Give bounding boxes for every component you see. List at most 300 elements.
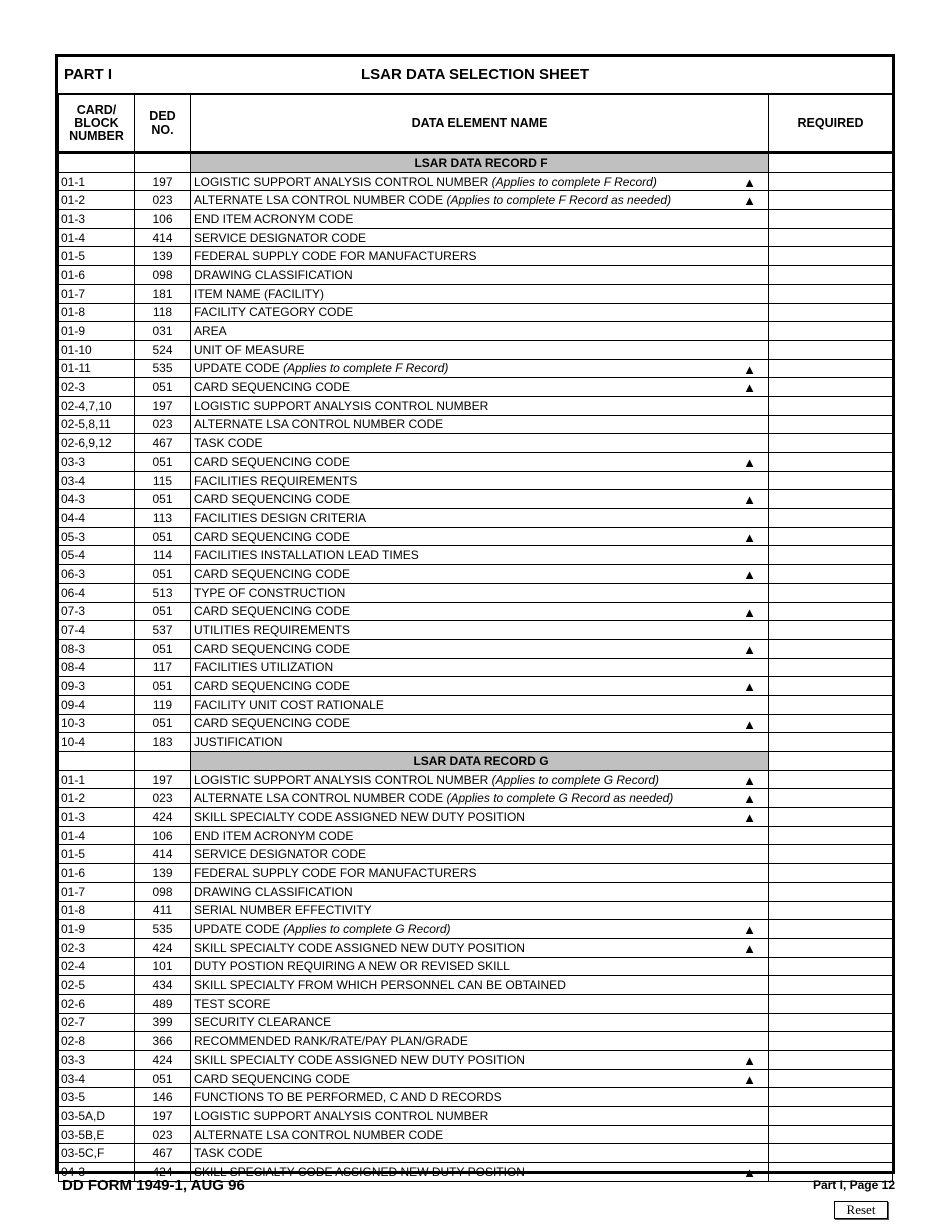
table-row <box>59 546 893 565</box>
ded-number: 098 <box>135 882 191 901</box>
ded-number: 434 <box>135 976 191 995</box>
card-block-number: 07-4 <box>59 621 135 640</box>
data-element-cell <box>191 228 769 247</box>
ded-number: 051 <box>135 1069 191 1088</box>
data-element-cell <box>191 695 769 714</box>
required-cell[interactable] <box>769 434 893 453</box>
table-row <box>59 1032 893 1051</box>
table-row <box>59 845 893 864</box>
required-cell[interactable] <box>769 266 893 285</box>
required-cell[interactable] <box>769 1107 893 1126</box>
required-triangle-icon: ▲ <box>743 380 756 396</box>
data-element-name: SKILL SPECIALTY CODE ASSIGNED NEW DUTY POSITION <box>194 809 525 824</box>
ded-number: 023 <box>135 415 191 434</box>
data-element-name: SKILL SPECIALTY CODE ASSIGNED NEW DUTY POSITION <box>194 1164 525 1179</box>
table-row <box>59 266 893 285</box>
data-element-cell <box>191 808 769 827</box>
required-cell[interactable] <box>769 1088 893 1107</box>
ded-cell <box>135 153 191 173</box>
required-cell[interactable] <box>769 546 893 565</box>
ded-number: 414 <box>135 228 191 247</box>
required-triangle-icon: ▲ <box>743 174 756 190</box>
card-block-number: 03-5 <box>59 1088 135 1107</box>
data-element-cell <box>191 1144 769 1163</box>
table-row <box>59 583 893 602</box>
data-element-name: SKILL SPECIALTY FROM WHICH PERSONNEL CAN BE OBTAINED <box>194 978 566 993</box>
ded-number: 113 <box>135 509 191 528</box>
data-element-name: UPDATE CODE <box>194 922 280 937</box>
data-selection-table <box>58 94 893 1182</box>
data-element-name: DRAWING CLASSIFICATION <box>194 267 353 282</box>
required-cell[interactable] <box>769 1013 893 1032</box>
ded-number: 489 <box>135 994 191 1013</box>
ded-number: 424 <box>135 1051 191 1070</box>
card-block-number: 03-4 <box>59 1069 135 1088</box>
data-element-name: ALTERNATE LSA CONTROL NUMBER CODE <box>194 1127 444 1142</box>
table-row <box>59 396 893 415</box>
data-element-cell <box>191 434 769 453</box>
required-cell[interactable] <box>769 826 893 845</box>
required-cell[interactable] <box>769 228 893 247</box>
data-element-note: (Applies to complete G Record) <box>283 922 451 937</box>
col-card-block: CARD/ BLOCK NUMBER <box>59 95 135 153</box>
ded-number: 181 <box>135 284 191 303</box>
ded-number: 119 <box>135 695 191 714</box>
card-block-number: 01-11 <box>59 359 135 378</box>
ded-number: 197 <box>135 1107 191 1126</box>
form-header <box>58 57 892 94</box>
table-row <box>59 826 893 845</box>
ded-number: 424 <box>135 808 191 827</box>
data-element-cell <box>191 266 769 285</box>
page-number: Part I, Page 12 <box>812 1178 895 1192</box>
data-element-name: UPDATE CODE <box>194 361 280 376</box>
required-cell[interactable] <box>769 864 893 883</box>
required-triangle-icon: ▲ <box>743 1053 756 1068</box>
data-element-name: CARD SEQUENCING CODE <box>194 679 351 694</box>
table-row <box>59 359 893 378</box>
data-element-name: END ITEM ACRONYM CODE <box>194 211 354 226</box>
table-row <box>59 1051 893 1070</box>
data-element-name: DRAWING CLASSIFICATION <box>194 884 353 899</box>
data-element-cell <box>191 826 769 845</box>
required-cell[interactable] <box>769 1069 893 1088</box>
data-element-name: TEST SCORE <box>194 996 271 1011</box>
table-row <box>59 901 893 920</box>
card-block-number: 01-9 <box>59 322 135 341</box>
required-triangle-icon: ▲ <box>743 716 756 732</box>
data-element-name: FACILITIES UTILIZATION <box>194 660 334 675</box>
required-cell[interactable] <box>769 340 893 359</box>
ded-number: 366 <box>135 1032 191 1051</box>
data-element-name: TYPE OF CONSTRUCTION <box>194 585 346 600</box>
data-element-name: FACILITY UNIT COST RATIONALE <box>194 697 384 712</box>
required-cell[interactable] <box>769 359 893 378</box>
ded-number: 467 <box>135 434 191 453</box>
ded-number: 115 <box>135 471 191 490</box>
card-block-number: 03-5B,E <box>59 1125 135 1144</box>
required-cell[interactable] <box>769 415 893 434</box>
table-row <box>59 677 893 696</box>
required-cell[interactable] <box>769 920 893 939</box>
data-element-cell <box>191 1107 769 1126</box>
data-element-cell <box>191 770 769 789</box>
data-element-name: CARD SEQUENCING CODE <box>194 604 351 619</box>
required-cell[interactable] <box>769 901 893 920</box>
card-block-number: 02-3 <box>59 378 135 397</box>
card-block-number: 04-3 <box>59 490 135 509</box>
data-element-cell <box>191 845 769 864</box>
table-row <box>59 453 893 472</box>
data-element-name: SKILL SPECIALTY CODE ASSIGNED NEW DUTY POSITION <box>194 940 525 955</box>
required-cell[interactable] <box>769 583 893 602</box>
data-element-cell <box>191 901 769 920</box>
data-element-name: CARD SEQUENCING CODE <box>194 716 351 731</box>
data-element-cell <box>191 1013 769 1032</box>
table-row <box>59 621 893 640</box>
required-cell[interactable] <box>769 1051 893 1070</box>
card-cell <box>59 752 135 771</box>
data-element-cell <box>191 602 769 621</box>
data-element-name: DUTY POSTION REQUIRING A NEW OR REVISED SKILL <box>194 959 510 974</box>
data-element-name: ITEM NAME (FACILITY) <box>194 286 325 301</box>
required-cell[interactable] <box>769 1032 893 1051</box>
form-id: DD FORM 1949-1, AUG 96 <box>62 1177 245 1194</box>
required-cell[interactable] <box>769 527 893 546</box>
card-block-number: 09-4 <box>59 695 135 714</box>
data-element-name: SECURITY CLEARANCE <box>194 1015 332 1030</box>
table-row <box>59 565 893 584</box>
ded-number: 524 <box>135 340 191 359</box>
card-cell <box>59 153 135 173</box>
data-element-cell <box>191 284 769 303</box>
table-row <box>59 378 893 397</box>
data-element-cell <box>191 303 769 322</box>
card-block-number: 05-4 <box>59 546 135 565</box>
data-element-name: ALTERNATE LSA CONTROL NUMBER CODE <box>194 791 444 806</box>
table-row <box>59 172 893 191</box>
required-cell[interactable] <box>769 714 893 733</box>
required-cell[interactable] <box>769 845 893 864</box>
data-element-note: (Applies to complete F Record as needed) <box>446 193 672 208</box>
required-triangle-icon: ▲ <box>743 772 756 788</box>
data-element-cell <box>191 1163 769 1182</box>
required-triangle-icon: ▲ <box>743 529 756 545</box>
data-element-cell <box>191 920 769 939</box>
ded-number: 051 <box>135 677 191 696</box>
required-cell[interactable] <box>769 621 893 640</box>
data-element-cell <box>191 976 769 995</box>
data-element-cell <box>191 658 769 677</box>
ded-number: 513 <box>135 583 191 602</box>
data-element-name: FACILITIES REQUIREMENTS <box>194 473 358 488</box>
required-cell[interactable] <box>769 396 893 415</box>
table-row <box>59 714 893 733</box>
card-block-number: 01-8 <box>59 901 135 920</box>
data-element-name: FACILITIES INSTALLATION LEAD TIMES <box>194 548 419 563</box>
data-element-cell <box>191 1032 769 1051</box>
data-element-cell <box>191 639 769 658</box>
table-row <box>59 210 893 229</box>
card-block-number: 02-4,7,10 <box>59 396 135 415</box>
data-element-cell <box>191 1069 769 1088</box>
data-element-name: END ITEM ACRONYM CODE <box>194 828 354 843</box>
part-label: PART I <box>64 66 113 83</box>
table-row <box>59 695 893 714</box>
data-element-cell <box>191 546 769 565</box>
table-row <box>59 733 893 752</box>
card-block-number: 08-4 <box>59 658 135 677</box>
table-row <box>59 1107 893 1126</box>
data-element-cell <box>191 864 769 883</box>
table-row <box>59 471 893 490</box>
data-element-cell <box>191 191 769 210</box>
ded-number: 414 <box>135 845 191 864</box>
table-row <box>59 808 893 827</box>
table-row <box>59 415 893 434</box>
col-required: REQUIRED <box>769 95 893 153</box>
table-row <box>59 994 893 1013</box>
card-block-number: 01-6 <box>59 266 135 285</box>
table-row <box>59 284 893 303</box>
data-element-cell <box>191 789 769 808</box>
required-cell[interactable] <box>769 303 893 322</box>
card-block-number: 10-4 <box>59 733 135 752</box>
card-block-number: 10-3 <box>59 714 135 733</box>
card-block-number: 01-2 <box>59 789 135 808</box>
required-cell[interactable] <box>769 808 893 827</box>
ded-number: 146 <box>135 1088 191 1107</box>
ded-number: 051 <box>135 602 191 621</box>
required-cell[interactable] <box>769 322 893 341</box>
data-element-name: SKILL SPECIALTY CODE ASSIGNED NEW DUTY POSITION <box>194 1052 525 1067</box>
ded-number: 537 <box>135 621 191 640</box>
data-element-cell <box>191 453 769 472</box>
col-data-element-name: DATA ELEMENT NAME <box>191 95 769 153</box>
ded-number: 051 <box>135 639 191 658</box>
required-triangle-icon: ▲ <box>743 679 756 695</box>
ded-number: 098 <box>135 266 191 285</box>
card-block-number: 01-4 <box>59 826 135 845</box>
data-element-name: FEDERAL SUPPLY CODE FOR MANUFACTURERS <box>194 249 477 264</box>
required-cell[interactable] <box>769 471 893 490</box>
ded-number: 535 <box>135 920 191 939</box>
ded-number: 139 <box>135 247 191 266</box>
required-cell[interactable] <box>769 602 893 621</box>
table-row <box>59 1125 893 1144</box>
ded-number: 023 <box>135 191 191 210</box>
data-element-name: LOGISTIC SUPPORT ANALYSIS CONTROL NUMBER <box>194 772 489 787</box>
required-cell[interactable] <box>769 957 893 976</box>
table-row <box>59 770 893 789</box>
required-cell[interactable] <box>769 490 893 509</box>
required-triangle-icon: ▲ <box>743 810 756 826</box>
data-element-note: (Applies to complete G Record as needed) <box>446 791 674 806</box>
card-block-number: 03-3 <box>59 1051 135 1070</box>
data-element-cell <box>191 677 769 696</box>
data-element-cell <box>191 565 769 584</box>
data-element-name: FUNCTIONS TO BE PERFORMED, C AND D RECORDS <box>194 1090 502 1105</box>
card-block-number: 03-3 <box>59 453 135 472</box>
required-cell[interactable] <box>769 172 893 191</box>
card-block-number: 04-3 <box>59 1163 135 1182</box>
card-block-number: 09-3 <box>59 677 135 696</box>
data-element-note: (Applies to complete F Record) <box>491 174 657 189</box>
required-cell[interactable] <box>769 153 893 173</box>
ded-number: 023 <box>135 789 191 808</box>
table-row <box>59 1069 893 1088</box>
card-block-number: 03-5C,F <box>59 1144 135 1163</box>
ded-number: 051 <box>135 714 191 733</box>
ded-number: 197 <box>135 172 191 191</box>
required-cell[interactable] <box>769 882 893 901</box>
required-cell[interactable] <box>769 565 893 584</box>
required-cell[interactable] <box>769 378 893 397</box>
table-row <box>59 247 893 266</box>
table-row <box>59 191 893 210</box>
table-row <box>59 938 893 957</box>
data-element-cell <box>191 1125 769 1144</box>
data-element-name: ALTERNATE LSA CONTROL NUMBER CODE <box>194 417 444 432</box>
data-element-name: LOGISTIC SUPPORT ANALYSIS CONTROL NUMBER <box>194 398 489 413</box>
data-element-cell <box>191 994 769 1013</box>
required-cell[interactable] <box>769 1144 893 1163</box>
table-row <box>59 434 893 453</box>
required-cell[interactable] <box>769 509 893 528</box>
ded-number: 424 <box>135 938 191 957</box>
required-cell[interactable] <box>769 789 893 808</box>
data-element-cell <box>191 172 769 191</box>
ded-number: 106 <box>135 210 191 229</box>
required-cell[interactable] <box>769 1125 893 1144</box>
card-block-number: 01-4 <box>59 228 135 247</box>
ded-number: 051 <box>135 378 191 397</box>
data-element-name: CARD SEQUENCING CODE <box>194 492 351 507</box>
required-cell[interactable] <box>769 639 893 658</box>
required-triangle-icon: ▲ <box>743 940 756 956</box>
data-element-name: SERVICE DESIGNATOR CODE <box>194 230 367 245</box>
data-element-cell <box>191 396 769 415</box>
data-element-cell <box>191 957 769 976</box>
ded-number: 051 <box>135 490 191 509</box>
ded-cell <box>135 752 191 771</box>
table-row <box>59 789 893 808</box>
required-triangle-icon: ▲ <box>743 641 756 657</box>
ded-number: 023 <box>135 1125 191 1144</box>
data-element-cell <box>191 247 769 266</box>
required-triangle-icon: ▲ <box>743 604 756 620</box>
data-element-name: FACILITIES DESIGN CRITERIA <box>194 510 367 525</box>
reset-button[interactable]: Reset <box>834 1201 888 1219</box>
required-cell[interactable] <box>769 658 893 677</box>
ded-number: 114 <box>135 546 191 565</box>
col-ded: DED NO. <box>135 95 191 153</box>
required-triangle-icon: ▲ <box>743 455 756 470</box>
required-cell[interactable] <box>769 938 893 957</box>
required-cell[interactable] <box>769 733 893 752</box>
required-triangle-icon: ▲ <box>743 567 756 583</box>
data-element-name: FACILITY CATEGORY CODE <box>194 305 354 320</box>
table-row <box>59 957 893 976</box>
section-header-row <box>59 752 893 771</box>
data-element-name: JUSTIFICATION <box>194 735 283 750</box>
ded-number: 197 <box>135 396 191 415</box>
card-block-number: 02-7 <box>59 1013 135 1032</box>
table-row <box>59 639 893 658</box>
card-block-number: 01-6 <box>59 864 135 883</box>
data-element-name: CARD SEQUENCING CODE <box>194 454 351 469</box>
card-block-number: 01-3 <box>59 210 135 229</box>
data-element-name: CARD SEQUENCING CODE <box>194 641 351 656</box>
required-cell[interactable] <box>769 247 893 266</box>
required-cell[interactable] <box>769 770 893 789</box>
required-cell[interactable] <box>769 210 893 229</box>
card-block-number: 02-5,8,11 <box>59 415 135 434</box>
ded-number: 139 <box>135 864 191 883</box>
required-cell[interactable] <box>769 284 893 303</box>
ded-number: 051 <box>135 453 191 472</box>
form-title: LSAR DATA SELECTION SHEET <box>360 66 590 83</box>
card-block-number: 08-3 <box>59 639 135 658</box>
required-cell[interactable] <box>769 994 893 1013</box>
lsar-form <box>55 54 895 1181</box>
card-block-number: 06-3 <box>59 565 135 584</box>
card-block-number: 01-2 <box>59 191 135 210</box>
ded-number: 411 <box>135 901 191 920</box>
table-row <box>59 864 893 883</box>
card-block-number: 03-4 <box>59 471 135 490</box>
required-cell[interactable] <box>769 677 893 696</box>
data-element-name: LOGISTIC SUPPORT ANALYSIS CONTROL NUMBER <box>194 174 489 189</box>
ded-number: 051 <box>135 527 191 546</box>
table-row <box>59 1144 893 1163</box>
required-cell[interactable] <box>769 191 893 210</box>
table-row <box>59 527 893 546</box>
ded-number: 535 <box>135 359 191 378</box>
required-cell[interactable] <box>769 976 893 995</box>
ded-number: 117 <box>135 658 191 677</box>
table-row <box>59 303 893 322</box>
required-triangle-icon: ▲ <box>743 492 756 508</box>
required-cell[interactable] <box>769 752 893 771</box>
data-element-cell <box>191 882 769 901</box>
data-element-name: TASK CODE <box>194 436 263 451</box>
data-element-cell <box>191 322 769 341</box>
table-row <box>59 976 893 995</box>
ded-number: 106 <box>135 826 191 845</box>
required-triangle-icon: ▲ <box>743 922 756 938</box>
card-block-number: 02-6,9,12 <box>59 434 135 453</box>
data-element-name: LOGISTIC SUPPORT ANALYSIS CONTROL NUMBER <box>194 1108 489 1123</box>
data-element-cell <box>191 471 769 490</box>
card-block-number: 01-7 <box>59 284 135 303</box>
data-element-cell <box>191 733 769 752</box>
data-element-cell <box>191 509 769 528</box>
required-cell[interactable] <box>769 453 893 472</box>
required-triangle-icon: ▲ <box>743 361 756 377</box>
data-element-note: (Applies to complete G Record) <box>491 772 660 787</box>
required-cell[interactable] <box>769 695 893 714</box>
ded-number: 467 <box>135 1144 191 1163</box>
data-element-name: UTILITIES REQUIREMENTS <box>194 623 351 638</box>
card-block-number: 01-5 <box>59 247 135 266</box>
data-element-cell <box>191 415 769 434</box>
data-element-name: CARD SEQUENCING CODE <box>194 566 351 581</box>
data-element-name: FEDERAL SUPPLY CODE FOR MANUFACTURERS <box>194 865 477 880</box>
data-element-cell <box>191 527 769 546</box>
data-element-cell <box>191 1088 769 1107</box>
data-element-cell <box>191 714 769 733</box>
